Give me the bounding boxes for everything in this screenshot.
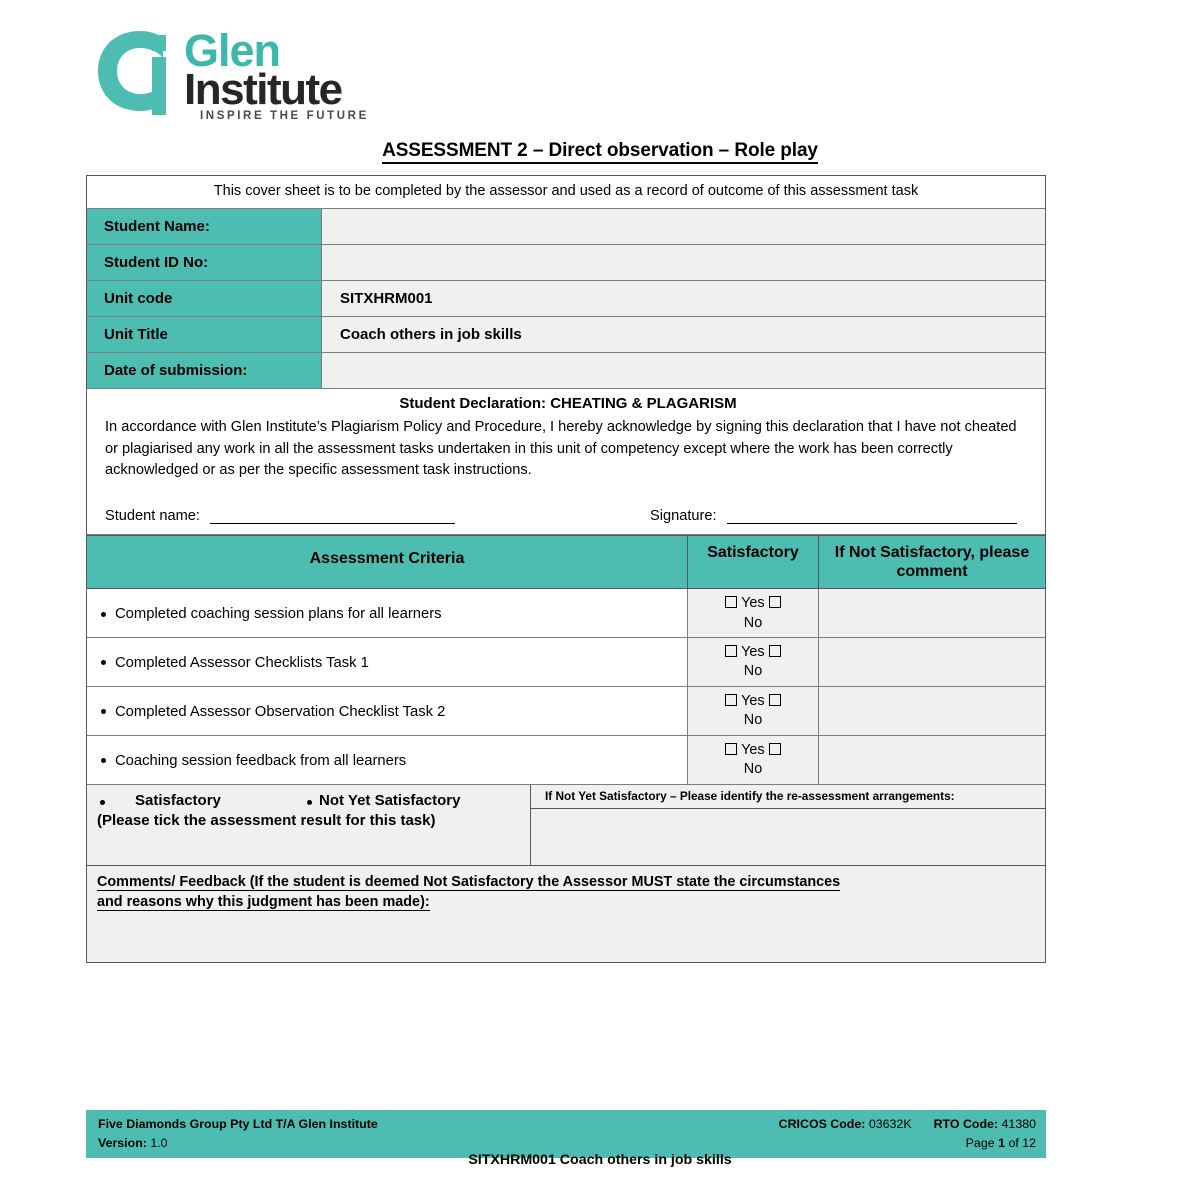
bullet-icon [101, 758, 106, 763]
declaration-signature-label: Signature: [650, 507, 717, 524]
declaration-signature [650, 508, 1017, 524]
page-number: 1 [998, 1136, 1005, 1151]
reassessment-heading: If Not Yet Satisfactory – Please identify the re-assessment arrangements: [531, 785, 1045, 809]
declaration-student-name [105, 508, 650, 524]
criteria-label: Completed Assessor Observation Checklist Task 2 [115, 703, 446, 720]
declaration-body: In accordance with Glen Institute’s Plagiarism Policy and Procedure, I hereby acknowledge by signing this declaration that I have not cheated or plagiarised any work in all the assessment tasks undertaken in this unit of competency except where the work has been correctly acknowledged or as per the specific assessment task instructions. [105, 419, 1017, 479]
criteria-table-header [87, 535, 1045, 589]
assessment-result-options [87, 785, 531, 865]
result-option-not-yet-satisfactory[interactable] [307, 791, 460, 811]
unit-code-value: SITXHRM001 [322, 281, 1045, 316]
yes-label: Yes [741, 741, 765, 758]
declaration-student-name-line[interactable] [210, 510, 455, 524]
glen-logo-mark [92, 27, 188, 115]
unit-code-row [87, 281, 1045, 317]
yes-checkbox[interactable] [725, 743, 737, 755]
result-option-satisfactory-label: Satisfactory [135, 791, 221, 809]
no-checkbox[interactable] [769, 596, 781, 608]
logo-text-institute: Institute [184, 65, 342, 114]
no-label: No [743, 614, 763, 631]
bullet-icon [101, 709, 106, 714]
comments-heading-line2: and reasons why this judgment has been made): [97, 894, 430, 911]
yes-checkbox[interactable] [725, 645, 737, 657]
no-label: No [743, 712, 763, 729]
table-row [87, 589, 1045, 638]
page-label: Page [965, 1136, 995, 1151]
no-checkbox[interactable] [769, 645, 781, 657]
table-row [87, 638, 1045, 687]
declaration-block [87, 389, 1045, 533]
yes-label: Yes [741, 595, 765, 612]
cricos-label: CRICOS Code: [778, 1117, 866, 1131]
student-id-label: Student ID No: [87, 245, 322, 280]
table-row [87, 687, 1045, 736]
footer-line-bottom [98, 1134, 1036, 1153]
yes-label: Yes [741, 692, 765, 709]
page-title-text: ASSESSMENT 2 – Direct observation – Role play [382, 140, 818, 164]
assessment-cover-sheet [86, 175, 1046, 963]
student-name-label: Student Name: [87, 209, 322, 244]
table-row [87, 736, 1045, 785]
no-label: No [743, 663, 763, 680]
date-submission-field[interactable] [322, 353, 1045, 388]
student-name-row [87, 209, 1045, 245]
declaration-signature-line[interactable] [727, 510, 1017, 524]
bullet-icon [307, 800, 312, 805]
rto-code [934, 1115, 1036, 1134]
yes-label: Yes [741, 643, 765, 660]
result-option-not-yet-label: Not Yet Satisfactory [319, 791, 461, 809]
result-instruction: (Please tick the assessment result for this task) [97, 811, 436, 829]
unit-title-row [87, 317, 1045, 353]
bullet-icon [100, 800, 105, 805]
criteria-column-header: Assessment Criteria [87, 536, 688, 588]
logo-text-glen: Glen [184, 25, 281, 76]
cover-note-row [87, 176, 1045, 209]
criteria-label: Completed Assessor Checklists Task 1 [115, 654, 369, 671]
result-option-satisfactory[interactable] [97, 791, 307, 811]
comments-heading [97, 872, 1031, 914]
rto-value: 41380 [1001, 1117, 1036, 1131]
no-label: No [743, 761, 763, 778]
comment-cell[interactable] [819, 687, 1045, 735]
student-id-field[interactable] [322, 245, 1045, 280]
page-title [0, 140, 1200, 162]
student-name-field[interactable] [322, 209, 1045, 244]
satisfactory-cell [688, 589, 819, 637]
criteria-label: Completed coaching session plans for all learners [115, 606, 442, 623]
satisfactory-column-header: Satisfactory [688, 536, 819, 588]
cricos-value: 03632K [868, 1117, 912, 1131]
result-option-list [97, 791, 522, 811]
version-label: Version: [98, 1136, 147, 1151]
bullet-icon [101, 612, 106, 617]
date-submission-row [87, 353, 1045, 389]
version-value: 1.0 [150, 1136, 168, 1151]
declaration-heading: Student Declaration: CHEATING & PLAGARISM [399, 395, 737, 413]
cricos-code [779, 1115, 912, 1134]
satisfactory-cell [688, 638, 819, 686]
comment-cell[interactable] [819, 589, 1045, 637]
comments-heading-line1: Comments/ Feedback (If the student is deemed Not Satisfactory the Assessor MUST state the circumstances [97, 873, 841, 890]
satisfactory-cell [688, 687, 819, 735]
brand-logo [92, 22, 392, 122]
no-checkbox[interactable] [769, 743, 781, 755]
page-number-indicator [966, 1134, 1036, 1153]
criteria-label: Coaching session feedback from all learners [115, 752, 407, 769]
comments-block[interactable] [87, 866, 1045, 962]
assessment-result-row [87, 785, 1045, 866]
satisfactory-cell [688, 736, 819, 784]
criteria-text-cell [87, 638, 688, 686]
comments-row [87, 866, 1045, 962]
cover-note: This cover sheet is to be completed by the assessor and used as a record of outcome of this assessment task [213, 183, 919, 199]
declaration-student-name-label: Student name: [105, 507, 200, 524]
reassessment-field[interactable] [531, 809, 1045, 865]
declaration-row [87, 389, 1045, 534]
criteria-text-cell [87, 589, 688, 637]
comment-column-header: If Not Satisfactory, please comment [834, 543, 1030, 580]
page-total: of 12 [1008, 1136, 1036, 1151]
unit-title-label: Unit Title [87, 317, 322, 352]
unit-code-label: Unit code [87, 281, 322, 316]
rto-label: RTO Code: [933, 1117, 999, 1131]
bullet-icon [101, 660, 106, 665]
footer-unit-title: SITXHRM001 Coach others in job skills [468, 1152, 732, 1168]
criteria-text-cell [87, 736, 688, 784]
logo-tagline: INSPIRE THE FUTURE [200, 110, 369, 122]
declaration-signature-row [105, 508, 1031, 524]
footer-company: Five Diamonds Group Pty Ltd T/A Glen Institute [98, 1117, 378, 1131]
date-submission-label: Date of submission: [87, 353, 322, 388]
footer-version [98, 1134, 966, 1153]
criteria-text-cell [87, 687, 688, 735]
comment-cell[interactable] [819, 736, 1045, 784]
comment-cell[interactable] [819, 638, 1045, 686]
reassessment-block [531, 785, 1045, 865]
student-id-row [87, 245, 1045, 281]
yes-checkbox[interactable] [725, 596, 737, 608]
unit-title-value: Coach others in job skills [322, 317, 1045, 352]
no-checkbox[interactable] [769, 694, 781, 706]
footer-line-top [98, 1115, 1036, 1134]
footer-codes [779, 1115, 1036, 1134]
yes-checkbox[interactable] [725, 694, 737, 706]
